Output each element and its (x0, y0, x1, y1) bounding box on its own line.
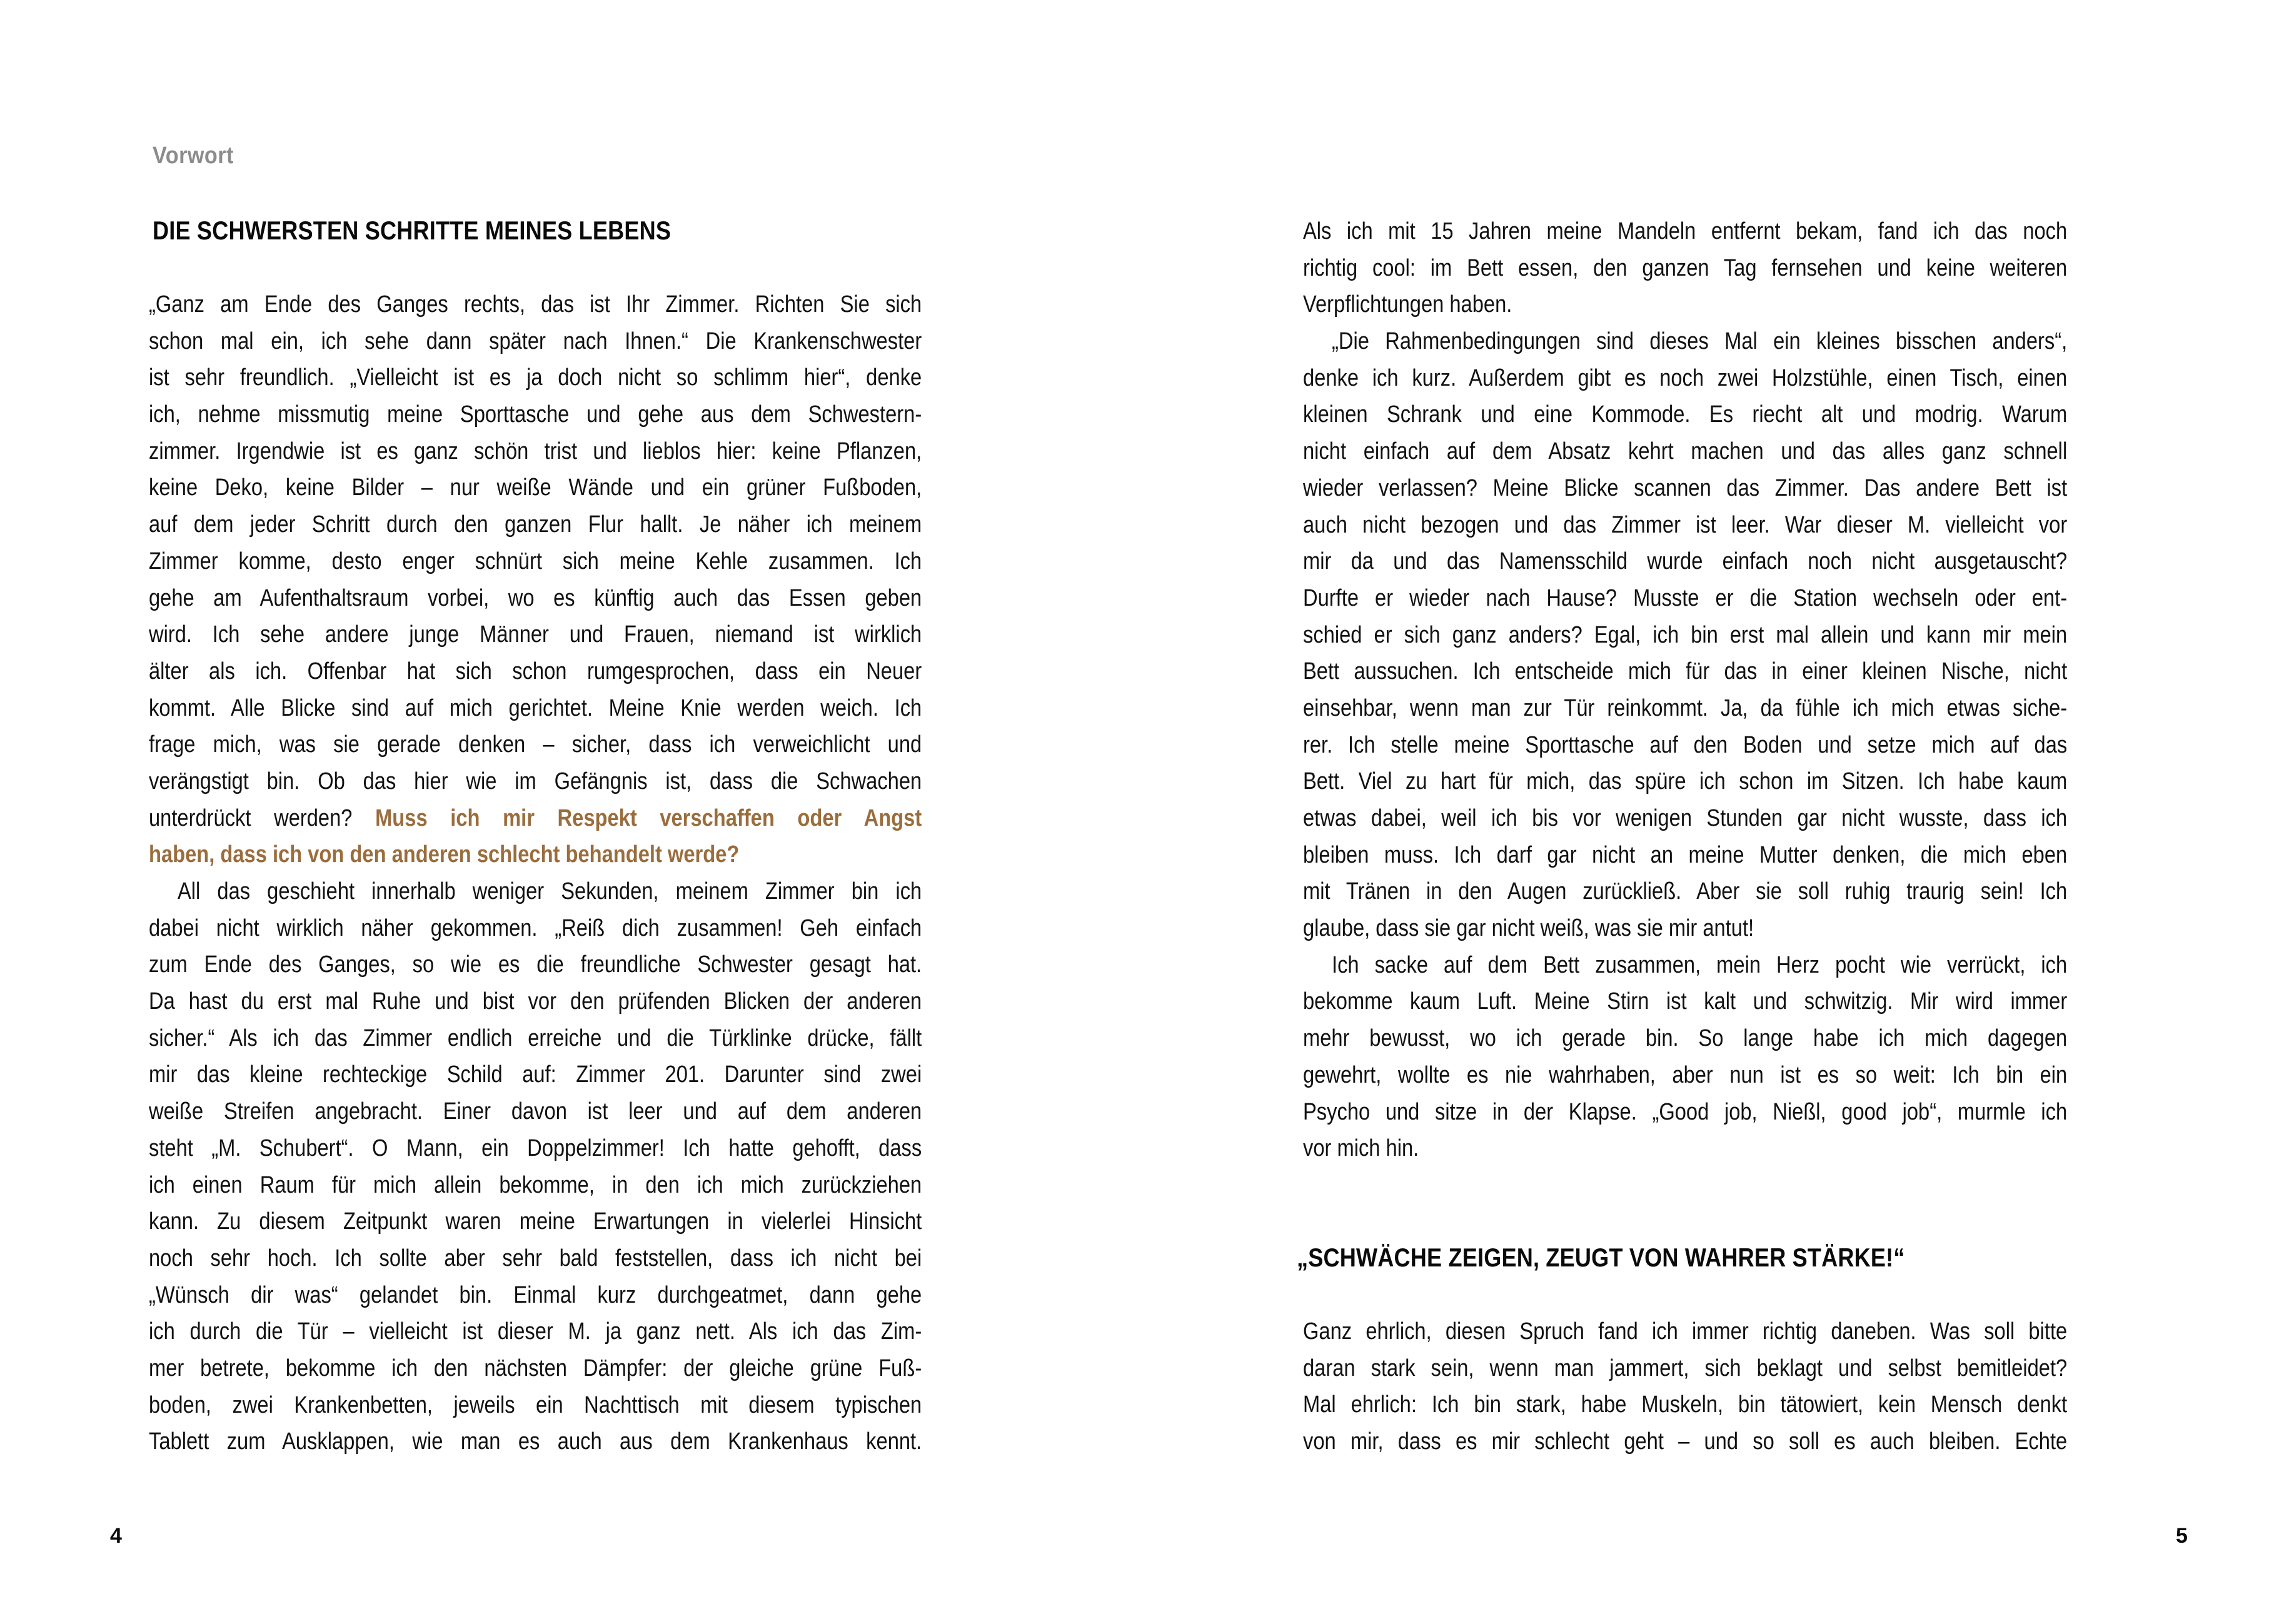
line-text: Durfte er wieder nach Hause? Musste er die Station wechseln oder ent- (1303, 584, 2068, 611)
line-text: bleiben muss. Ich darf gar nicht an meine Mutter denken, die mich eben (1303, 841, 2068, 868)
section-label: Vorwort (153, 143, 234, 169)
line-text: gehe am Aufenthaltsraum vorbei, wo es künftig auch das Essen geben (149, 584, 922, 611)
line-text: ich durch die Tür – vielleicht ist dieser M. ja ganz nett. Als ich das Zim- (149, 1318, 922, 1345)
chapter-heading: DIE SCHWERSTEN SCHRITTE MEINES LEBENS (153, 216, 672, 245)
line-text: mer betrete, bekomme ich den nächsten Dämpfer: der gleiche grüne Fuß- (149, 1355, 922, 1381)
text-line (1303, 213, 2067, 250)
page-number-right: 5 (2176, 1524, 2188, 1548)
line-text: Ganz ehrlich, diesen Spruch fand ich immer richtig daneben. Was soll bitte (1303, 1318, 2068, 1345)
line-text: sicher.“ Als ich das Zimmer endlich erreiche und die Türklinke drücke, fällt (149, 1025, 922, 1051)
line-text: mir da und das Namensschild wurde einfach noch nicht ausgetauscht? (1303, 548, 2068, 575)
right-body-text-continued (1303, 1313, 2067, 1460)
line-text: glaube, dass sie gar nicht weiß, was sie mir antut! (1303, 915, 1754, 942)
line-text: Mal ehrlich: Ich bin stark, habe Muskeln, bin tätowiert, kein Mensch denkt (1303, 1391, 2068, 1418)
line-text: keine Deko, keine Bilder – nur weiße Wände und ein grüner Fußboden, (149, 474, 922, 501)
line-text: auch nicht bezogen und das Zimmer ist leer. War dieser M. vielleicht vor (1303, 511, 2068, 538)
line-text: Als ich mit 15 Jahren meine Mandeln entfernt bekam, fand ich das noch (1303, 218, 2068, 244)
line-text: verängstigt bin. Ob das hier wie im Gefängnis ist, dass die Schwachen (149, 768, 922, 794)
text-line (1303, 727, 2067, 764)
text-line (1303, 1313, 2067, 1350)
line-text: „Die Rahmenbedingungen sind dieses Mal ein kleines bisschen anders“, (1332, 328, 2068, 355)
text-line (1303, 433, 2067, 470)
text-line (1303, 1423, 2067, 1460)
line-text: ich einen Raum für mich allein bekomme, in den ich mich zurückziehen (149, 1171, 922, 1198)
text-line (1303, 323, 2067, 360)
page-number-left: 4 (110, 1524, 122, 1548)
line-text: auf dem jeder Schritt durch den ganzen Flur hallt. Je näher ich meinem (149, 511, 922, 538)
line-text: Psycho und sitze in der Klapse. „Good job, Nießl, good job“, murmle ich (1303, 1098, 2068, 1125)
text-line (1303, 543, 2067, 580)
line-text: unterdrückt werden? (149, 804, 376, 831)
highlighted-text: Muss ich mir Respekt verschaffen oder Angst (375, 804, 922, 831)
text-line (1303, 470, 2067, 507)
line-text: zimmer. Irgendwie ist es ganz schön trist und lieblos hier: keine Pflanzen, (149, 438, 922, 464)
section-heading: „SCHWÄCHE ZEIGEN, ZEUGT VON WAHRER STÄRKE!“ (1297, 1243, 1905, 1272)
line-text: ist sehr freundlich. „Vielleicht ist es ja doch nicht so schlimm hier“, denke (149, 364, 922, 391)
text-line (1303, 763, 2067, 800)
line-text: älter als ich. Offenbar hat sich schon rumgesprochen, dass ein Neuer (149, 658, 922, 684)
line-text: All das geschieht innerhalb weniger Sekunden, meinem Zimmer bin ich (178, 878, 922, 905)
line-text: Bett. Viel zu hart für mich, das spüre ich schon im Sitzen. Ich habe kaum (1303, 768, 2068, 795)
line-text: Zimmer komme, desto enger schnürt sich meine Kehle zusammen. Ich (149, 548, 922, 574)
line-text: ich, nehme missmutig meine Sporttasche und gehe aus dem Schwestern- (149, 401, 922, 428)
line-text: mit Tränen in den Augen zurückließ. Aber sie soll ruhig traurig sein! Ich (1303, 878, 2068, 905)
text-line (1303, 837, 2067, 874)
line-text: richtig cool: im Bett essen, den ganzen Tag fernsehen und keine weiteren (1303, 254, 2068, 281)
text-line (1303, 983, 2067, 1020)
text-line (1303, 396, 2067, 433)
line-text: kleinen Schrank und eine Kommode. Es riecht alt und modrig. Warum (1303, 401, 2068, 428)
line-text: einsehbar, wenn man zur Tür reinkommt. Ja, da fühle ich mich etwas siche- (1303, 694, 2068, 721)
line-text: wird. Ich sehe andere junge Männer und Frauen, niemand ist wirklich (149, 621, 922, 648)
text-line (1303, 1057, 2067, 1094)
text-line (1303, 653, 2067, 690)
line-text: kann. Zu diesem Zeitpunkt waren meine Erwartungen in vielerlei Hinsicht (149, 1208, 922, 1235)
line-text: Da hast du erst mal Ruhe und bist vor den prüfenden Blicken der anderen (149, 988, 922, 1015)
line-text: kommt. Alle Blicke sind auf mich gerichtet. Meine Knie werden weich. Ich (149, 694, 922, 721)
right-body-text (1303, 213, 2067, 1167)
highlighted-text: haben, dass ich von den anderen schlecht behandelt werde? (149, 841, 740, 868)
line-text: denke ich kurz. Außerdem gibt es noch zwei Holzstühle, einen Tisch, einen (1303, 364, 2068, 391)
line-text: von mir, dass es mir schlecht geht – und so soll es auch bleiben. Echte (1303, 1428, 2068, 1455)
text-line (1303, 873, 2067, 910)
text-line (1303, 617, 2067, 654)
line-text: dabei nicht wirklich näher gekommen. „Reiß dich zusammen! Geh einfach (149, 915, 922, 941)
text-line (1303, 1130, 2067, 1167)
text-line (1303, 360, 2067, 397)
line-text: Verpflichtungen haben. (1303, 291, 1512, 318)
text-line (1303, 1386, 2067, 1423)
line-text: Tablett zum Ausklappen, wie man es auch aus dem Krankenhaus kennt. (149, 1428, 922, 1455)
line-text: schon mal ein, ich sehe dann später nach Ihnen.“ Die Krankenschwester (149, 328, 922, 354)
line-text: daran stark sein, wenn man jammert, sich beklagt und selbst bemitleidet? (1303, 1355, 2068, 1381)
text-line (1303, 947, 2067, 984)
text-line (1303, 286, 2067, 323)
text-line (1303, 690, 2067, 727)
line-text: noch sehr hoch. Ich sollte aber sehr bald feststellen, dass ich nicht bei (149, 1245, 922, 1271)
line-text: weiße Streifen angebracht. Einer davon ist leer und auf dem anderen (149, 1098, 922, 1125)
line-text: vor mich hin. (1303, 1135, 1419, 1162)
text-line (1303, 1020, 2067, 1057)
line-text: schied er sich ganz anders? Egal, ich bin erst mal allein und kann mir mein (1303, 621, 2068, 648)
text-line (1303, 800, 2067, 837)
line-text: rer. Ich stelle meine Sporttasche auf den Boden und setze mich auf das (1303, 731, 2068, 758)
line-text: mehr bewusst, wo ich gerade bin. So lange habe ich mich dagegen (1303, 1025, 2068, 1052)
text-line (1303, 910, 2067, 947)
line-text: etwas dabei, weil ich bis vor wenigen Stunden gar nicht wusste, dass ich (1303, 805, 2068, 831)
line-text: gewehrt, wollte es nie wahrhaben, aber nun ist es so weit: Ich bin ein (1303, 1061, 2068, 1088)
line-text: Ich sacke auf dem Bett zusammen, mein Herz pocht wie verrückt, ich (1332, 951, 2068, 978)
text-line (1303, 250, 2067, 287)
line-text: frage mich, was sie gerade denken – sicher, dass ich verweichlicht und (149, 731, 922, 758)
line-text: mir das kleine rechteckige Schild auf: Zimmer 201. Darunter sind zwei (149, 1061, 922, 1088)
line-text: nicht einfach auf dem Absatz kehrt machen und das alles ganz schnell (1303, 438, 2068, 465)
line-text: wieder verlassen? Meine Blicke scannen das Zimmer. Das andere Bett ist (1303, 474, 2068, 501)
line-text: „Ganz am Ende des Ganges rechts, das ist Ihr Zimmer. Richten Sie sich (149, 291, 922, 318)
line-text: zum Ende des Ganges, so wie es die freundliche Schwester gesagt hat. (149, 951, 922, 978)
line-text: bekomme kaum Luft. Meine Stirn ist kalt und schwitzig. Mir wird immer (1303, 988, 2068, 1015)
line-text: steht „M. Schubert“. O Mann, ein Doppelzimmer! Ich hatte gehofft, dass (149, 1135, 922, 1161)
line-text: Bett aussuchen. Ich entscheide mich für das in einer kleinen Nische, nicht (1303, 658, 2068, 685)
text-line (1303, 507, 2067, 544)
text-line (1303, 1350, 2067, 1387)
text-line (1303, 580, 2067, 617)
line-text: „Wünsch dir was“ gelandet bin. Einmal kurz durchgeatmet, dann gehe (149, 1281, 922, 1308)
line-text: boden, zwei Krankenbetten, jeweils ein Nachttisch mit diesem typischen (149, 1391, 922, 1418)
text-line (1303, 1094, 2067, 1131)
